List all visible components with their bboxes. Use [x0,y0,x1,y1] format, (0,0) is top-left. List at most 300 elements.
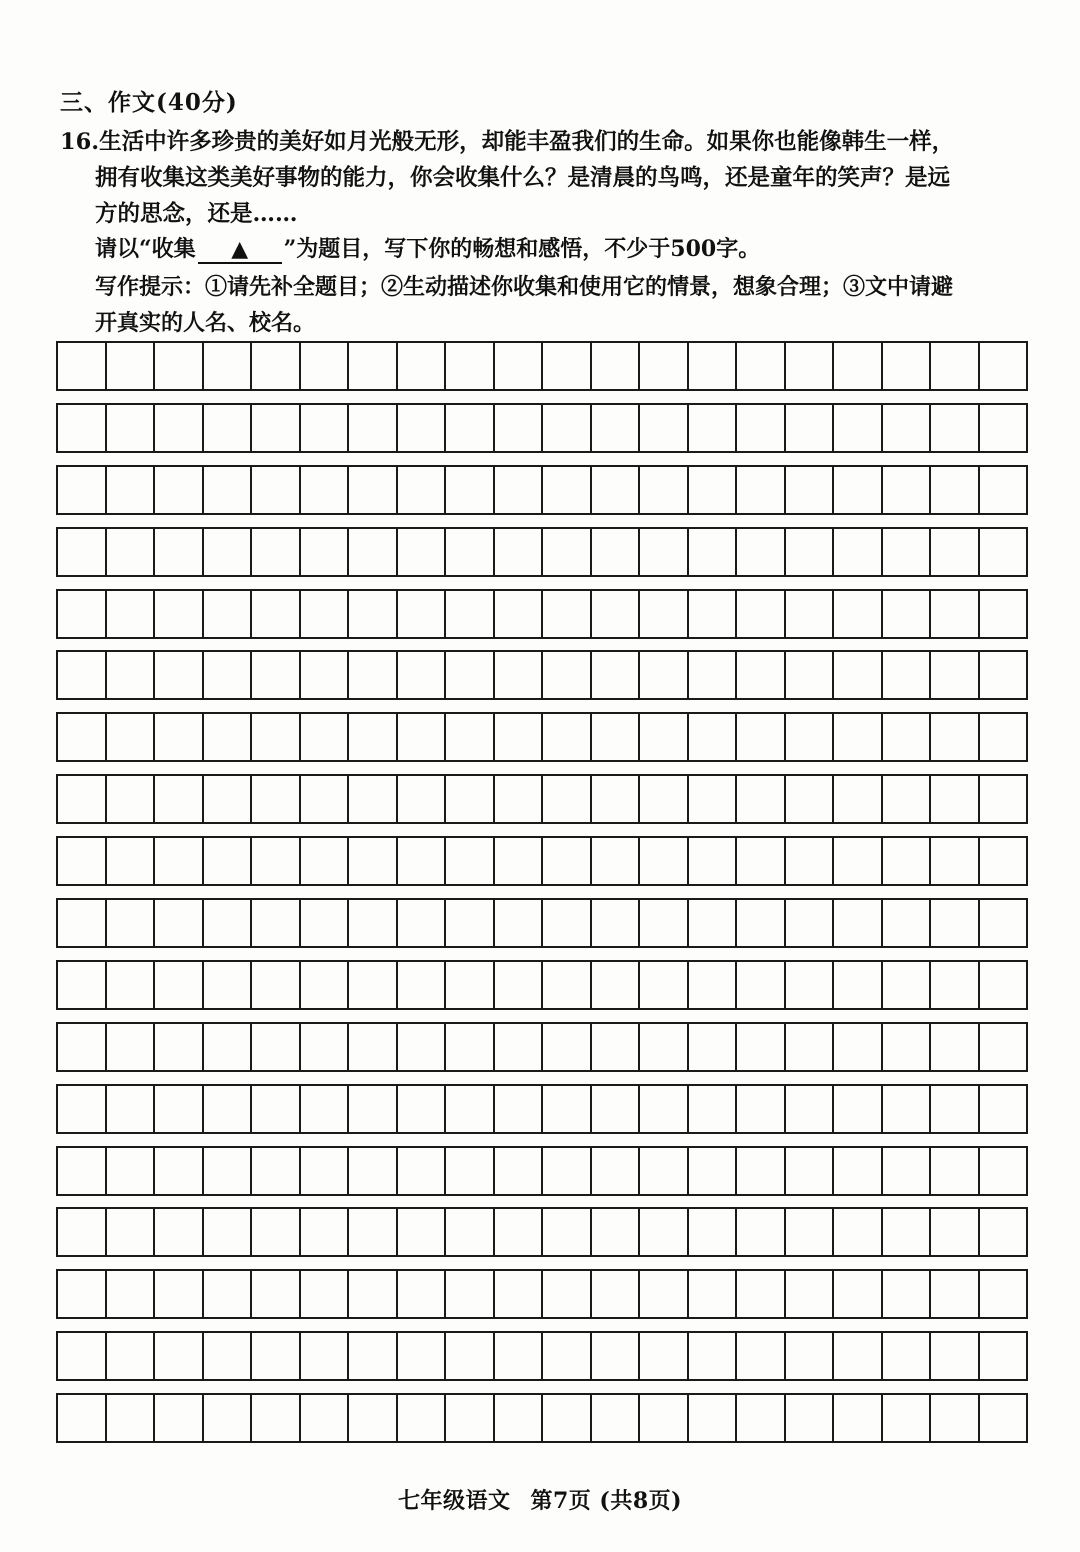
grid-cell[interactable] [980,1024,1027,1070]
grid-cell[interactable] [58,652,107,698]
grid-cell[interactable] [786,405,835,451]
grid-cell[interactable] [786,1209,835,1255]
grid-cell[interactable] [252,343,301,389]
grid-cell[interactable] [446,343,495,389]
grid-cell[interactable] [252,1148,301,1194]
grid-cell[interactable] [592,1271,641,1317]
grid-cell[interactable] [495,652,544,698]
grid-cell[interactable] [592,1148,641,1194]
grid-cell[interactable] [592,900,641,946]
grid-cell[interactable] [349,1024,398,1070]
grid-cell[interactable] [398,529,447,575]
grid-cell[interactable] [107,467,156,513]
grid-cell[interactable] [495,1271,544,1317]
grid-cell[interactable] [883,1395,932,1441]
grid-cell[interactable] [786,652,835,698]
grid-cell[interactable] [58,900,107,946]
grid-cell[interactable] [980,405,1027,451]
grid-cell[interactable] [980,343,1027,389]
grid-cell[interactable] [737,1148,786,1194]
grid-cell[interactable] [495,1086,544,1132]
grid-cell[interactable] [398,1209,447,1255]
grid-cell[interactable] [931,1148,980,1194]
grid-cell[interactable] [155,405,204,451]
grid-cell[interactable] [398,1148,447,1194]
grid-cell[interactable] [155,1086,204,1132]
grid-cell[interactable] [931,962,980,1008]
grid-cell[interactable] [349,1333,398,1379]
grid-cell[interactable] [349,776,398,822]
grid-cell[interactable] [301,1209,350,1255]
grid-cell[interactable] [931,900,980,946]
grid-cell[interactable] [349,900,398,946]
grid-cell[interactable] [689,1024,738,1070]
grid-cell[interactable] [398,652,447,698]
grid-cell[interactable] [980,714,1027,760]
grid-cell[interactable] [980,962,1027,1008]
grid-cell[interactable] [495,343,544,389]
grid-cell[interactable] [58,1209,107,1255]
grid-cell[interactable] [301,838,350,884]
grid-cell[interactable] [155,1333,204,1379]
grid-cell[interactable] [495,714,544,760]
grid-cell[interactable] [980,529,1027,575]
grid-cell[interactable] [543,776,592,822]
grid-cell[interactable] [543,529,592,575]
grid-cell[interactable] [107,1271,156,1317]
grid-cell[interactable] [349,1148,398,1194]
grid-cell[interactable] [398,1395,447,1441]
grid-cell[interactable] [301,900,350,946]
grid-cell[interactable] [398,776,447,822]
grid-cell[interactable] [592,1024,641,1070]
grid-cell[interactable] [495,962,544,1008]
grid-cell[interactable] [107,714,156,760]
grid-cell[interactable] [931,1333,980,1379]
grid-cell[interactable] [640,343,689,389]
grid-cell[interactable] [834,591,883,637]
grid-cell[interactable] [786,838,835,884]
grid-cell[interactable] [446,405,495,451]
grid-cell[interactable] [58,714,107,760]
grid-cell[interactable] [495,529,544,575]
grid-cell[interactable] [689,838,738,884]
grid-cell[interactable] [883,467,932,513]
grid-cell[interactable] [689,591,738,637]
grid-cell[interactable] [204,714,253,760]
grid-cell[interactable] [398,405,447,451]
grid-cell[interactable] [543,962,592,1008]
grid-cell[interactable] [446,1209,495,1255]
grid-cell[interactable] [640,1395,689,1441]
grid-cell[interactable] [689,1209,738,1255]
grid-cell[interactable] [204,1086,253,1132]
grid-cell[interactable] [204,838,253,884]
grid-cell[interactable] [301,343,350,389]
grid-cell[interactable] [737,776,786,822]
grid-cell[interactable] [689,1395,738,1441]
grid-cell[interactable] [107,405,156,451]
grid-cell[interactable] [980,1395,1027,1441]
grid-cell[interactable] [786,776,835,822]
grid-cell[interactable] [446,776,495,822]
grid-cell[interactable] [737,652,786,698]
grid-cell[interactable] [883,900,932,946]
grid-cell[interactable] [834,652,883,698]
grid-cell[interactable] [592,1209,641,1255]
grid-cell[interactable] [204,405,253,451]
grid-cell[interactable] [543,714,592,760]
grid-cell[interactable] [58,343,107,389]
grid-cell[interactable] [640,1333,689,1379]
grid-cell[interactable] [349,591,398,637]
grid-cell[interactable] [301,652,350,698]
grid-cell[interactable] [204,900,253,946]
grid-cell[interactable] [980,467,1027,513]
grid-cell[interactable] [155,1148,204,1194]
grid-cell[interactable] [446,1333,495,1379]
grid-cell[interactable] [737,838,786,884]
grid-cell[interactable] [689,652,738,698]
grid-cell[interactable] [107,1333,156,1379]
grid-cell[interactable] [592,1395,641,1441]
grid-cell[interactable] [301,1148,350,1194]
grid-cell[interactable] [883,776,932,822]
grid-cell[interactable] [398,591,447,637]
grid-cell[interactable] [155,962,204,1008]
grid-cell[interactable] [107,1148,156,1194]
grid-cell[interactable] [737,1024,786,1070]
grid-cell[interactable] [349,838,398,884]
grid-cell[interactable] [834,405,883,451]
grid-cell[interactable] [446,900,495,946]
grid-cell[interactable] [980,652,1027,698]
grid-cell[interactable] [204,1209,253,1255]
grid-cell[interactable] [689,529,738,575]
grid-cell[interactable] [58,529,107,575]
grid-cell[interactable] [495,1395,544,1441]
grid-cell[interactable] [252,1395,301,1441]
grid-cell[interactable] [204,1333,253,1379]
grid-cell[interactable] [592,405,641,451]
grid-cell[interactable] [592,962,641,1008]
grid-cell[interactable] [592,776,641,822]
grid-cell[interactable] [931,1209,980,1255]
grid-cell[interactable] [58,1086,107,1132]
grid-cell[interactable] [834,1086,883,1132]
grid-cell[interactable] [640,529,689,575]
grid-cell[interactable] [398,962,447,1008]
grid-cell[interactable] [301,1024,350,1070]
grid-cell[interactable] [592,714,641,760]
grid-cell[interactable] [252,467,301,513]
grid-cell[interactable] [107,1209,156,1255]
grid-cell[interactable] [883,838,932,884]
grid-cell[interactable] [155,714,204,760]
grid-cell[interactable] [252,714,301,760]
grid-cell[interactable] [107,1395,156,1441]
grid-cell[interactable] [592,652,641,698]
grid-cell[interactable] [204,776,253,822]
grid-cell[interactable] [107,591,156,637]
grid-cell[interactable] [204,529,253,575]
grid-cell[interactable] [446,1271,495,1317]
grid-cell[interactable] [883,343,932,389]
grid-cell[interactable] [446,1395,495,1441]
grid-cell[interactable] [640,900,689,946]
grid-cell[interactable] [495,1209,544,1255]
grid-cell[interactable] [640,962,689,1008]
grid-cell[interactable] [737,1209,786,1255]
grid-cell[interactable] [301,591,350,637]
grid-cell[interactable] [592,1333,641,1379]
grid-cell[interactable] [786,1333,835,1379]
grid-cell[interactable] [980,1271,1027,1317]
grid-cell[interactable] [349,1271,398,1317]
grid-cell[interactable] [446,962,495,1008]
grid-cell[interactable] [689,900,738,946]
grid-cell[interactable] [689,776,738,822]
grid-cell[interactable] [689,962,738,1008]
grid-cell[interactable] [495,776,544,822]
grid-cell[interactable] [398,1271,447,1317]
grid-cell[interactable] [640,776,689,822]
grid-cell[interactable] [883,1209,932,1255]
grid-cell[interactable] [252,1271,301,1317]
grid-cell[interactable] [640,591,689,637]
grid-cell[interactable] [640,1024,689,1070]
grid-cell[interactable] [58,838,107,884]
grid-cell[interactable] [107,343,156,389]
grid-cell[interactable] [931,467,980,513]
grid-cell[interactable] [495,1333,544,1379]
grid-cell[interactable] [543,1333,592,1379]
grid-cell[interactable] [834,1148,883,1194]
grid-cell[interactable] [786,714,835,760]
grid-cell[interactable] [349,1395,398,1441]
grid-cell[interactable] [737,343,786,389]
grid-cell[interactable] [446,1024,495,1070]
grid-cell[interactable] [301,529,350,575]
grid-cell[interactable] [592,591,641,637]
grid-cell[interactable] [58,1395,107,1441]
grid-cell[interactable] [349,467,398,513]
grid-cell[interactable] [980,1333,1027,1379]
grid-cell[interactable] [301,405,350,451]
grid-cell[interactable] [58,1148,107,1194]
grid-cell[interactable] [737,1395,786,1441]
grid-cell[interactable] [883,714,932,760]
grid-cell[interactable] [204,1395,253,1441]
grid-cell[interactable] [446,652,495,698]
grid-cell[interactable] [931,1395,980,1441]
grid-cell[interactable] [58,962,107,1008]
grid-cell[interactable] [543,1024,592,1070]
grid-cell[interactable] [543,1086,592,1132]
grid-cell[interactable] [786,900,835,946]
grid-cell[interactable] [349,962,398,1008]
grid-cell[interactable] [252,776,301,822]
grid-cell[interactable] [689,343,738,389]
grid-cell[interactable] [980,900,1027,946]
grid-cell[interactable] [204,1271,253,1317]
grid-cell[interactable] [495,467,544,513]
grid-cell[interactable] [301,1333,350,1379]
grid-cell[interactable] [301,1086,350,1132]
grid-cell[interactable] [883,405,932,451]
grid-cell[interactable] [107,838,156,884]
grid-cell[interactable] [398,1333,447,1379]
grid-cell[interactable] [980,1086,1027,1132]
grid-cell[interactable] [786,1024,835,1070]
grid-cell[interactable] [155,652,204,698]
grid-cell[interactable] [786,467,835,513]
grid-cell[interactable] [689,1333,738,1379]
grid-cell[interactable] [737,714,786,760]
grid-cell[interactable] [398,714,447,760]
grid-cell[interactable] [349,529,398,575]
grid-cell[interactable] [689,714,738,760]
grid-cell[interactable] [786,591,835,637]
grid-cell[interactable] [543,591,592,637]
grid-cell[interactable] [786,962,835,1008]
grid-cell[interactable] [349,1209,398,1255]
grid-cell[interactable] [349,343,398,389]
grid-cell[interactable] [786,1086,835,1132]
grid-cell[interactable] [543,343,592,389]
grid-cell[interactable] [931,714,980,760]
grid-cell[interactable] [495,1024,544,1070]
grid-cell[interactable] [592,1086,641,1132]
grid-cell[interactable] [689,405,738,451]
grid-cell[interactable] [252,1024,301,1070]
grid-cell[interactable] [834,467,883,513]
grid-cell[interactable] [834,714,883,760]
grid-cell[interactable] [398,838,447,884]
grid-cell[interactable] [737,467,786,513]
grid-cell[interactable] [252,1086,301,1132]
grid-cell[interactable] [592,838,641,884]
grid-cell[interactable] [301,776,350,822]
grid-cell[interactable] [495,591,544,637]
grid-cell[interactable] [980,776,1027,822]
grid-cell[interactable] [834,900,883,946]
grid-cell[interactable] [58,591,107,637]
grid-cell[interactable] [737,1086,786,1132]
grid-cell[interactable] [543,1395,592,1441]
grid-cell[interactable] [640,838,689,884]
grid-cell[interactable] [349,405,398,451]
grid-cell[interactable] [786,343,835,389]
grid-cell[interactable] [689,1271,738,1317]
grid-cell[interactable] [592,529,641,575]
grid-cell[interactable] [155,1024,204,1070]
grid-cell[interactable] [204,343,253,389]
grid-cell[interactable] [931,591,980,637]
grid-cell[interactable] [883,1086,932,1132]
grid-cell[interactable] [107,652,156,698]
grid-cell[interactable] [834,962,883,1008]
grid-cell[interactable] [252,405,301,451]
grid-cell[interactable] [58,1024,107,1070]
grid-cell[interactable] [980,591,1027,637]
grid-cell[interactable] [107,1024,156,1070]
grid-cell[interactable] [107,529,156,575]
grid-cell[interactable] [737,900,786,946]
grid-cell[interactable] [543,838,592,884]
grid-cell[interactable] [58,467,107,513]
grid-cell[interactable] [931,652,980,698]
grid-cell[interactable] [543,1148,592,1194]
grid-cell[interactable] [737,529,786,575]
grid-cell[interactable] [446,1086,495,1132]
grid-cell[interactable] [495,405,544,451]
grid-cell[interactable] [58,1333,107,1379]
grid-cell[interactable] [543,467,592,513]
grid-cell[interactable] [446,529,495,575]
grid-cell[interactable] [204,962,253,1008]
grid-cell[interactable] [252,652,301,698]
grid-cell[interactable] [640,1271,689,1317]
grid-cell[interactable] [204,1148,253,1194]
grid-cell[interactable] [883,529,932,575]
grid-cell[interactable] [204,1024,253,1070]
grid-cell[interactable] [301,467,350,513]
grid-cell[interactable] [155,1395,204,1441]
grid-cell[interactable] [640,652,689,698]
grid-cell[interactable] [737,1333,786,1379]
grid-cell[interactable] [931,343,980,389]
grid-cell[interactable] [398,467,447,513]
grid-cell[interactable] [737,405,786,451]
grid-cell[interactable] [543,652,592,698]
grid-cell[interactable] [58,1271,107,1317]
grid-cell[interactable] [252,529,301,575]
grid-cell[interactable] [883,591,932,637]
grid-cell[interactable] [931,838,980,884]
grid-cell[interactable] [640,405,689,451]
grid-cell[interactable] [640,467,689,513]
grid-cell[interactable] [446,714,495,760]
grid-cell[interactable] [592,467,641,513]
grid-cell[interactable] [883,1333,932,1379]
grid-cell[interactable] [834,1024,883,1070]
grid-cell[interactable] [786,1148,835,1194]
grid-cell[interactable] [446,1148,495,1194]
grid-cell[interactable] [252,1333,301,1379]
grid-cell[interactable] [446,838,495,884]
grid-cell[interactable] [349,652,398,698]
grid-cell[interactable] [834,1395,883,1441]
grid-cell[interactable] [689,1086,738,1132]
grid-cell[interactable] [252,591,301,637]
grid-cell[interactable] [543,1209,592,1255]
grid-cell[interactable] [252,1209,301,1255]
grid-cell[interactable] [204,591,253,637]
grid-cell[interactable] [543,405,592,451]
grid-cell[interactable] [301,714,350,760]
grid-cell[interactable] [107,962,156,1008]
grid-cell[interactable] [398,343,447,389]
grid-cell[interactable] [204,467,253,513]
grid-cell[interactable] [349,714,398,760]
grid-cell[interactable] [640,1086,689,1132]
grid-cell[interactable] [640,1209,689,1255]
grid-cell[interactable] [786,1395,835,1441]
grid-cell[interactable] [834,1271,883,1317]
grid-cell[interactable] [398,900,447,946]
grid-cell[interactable] [980,838,1027,884]
